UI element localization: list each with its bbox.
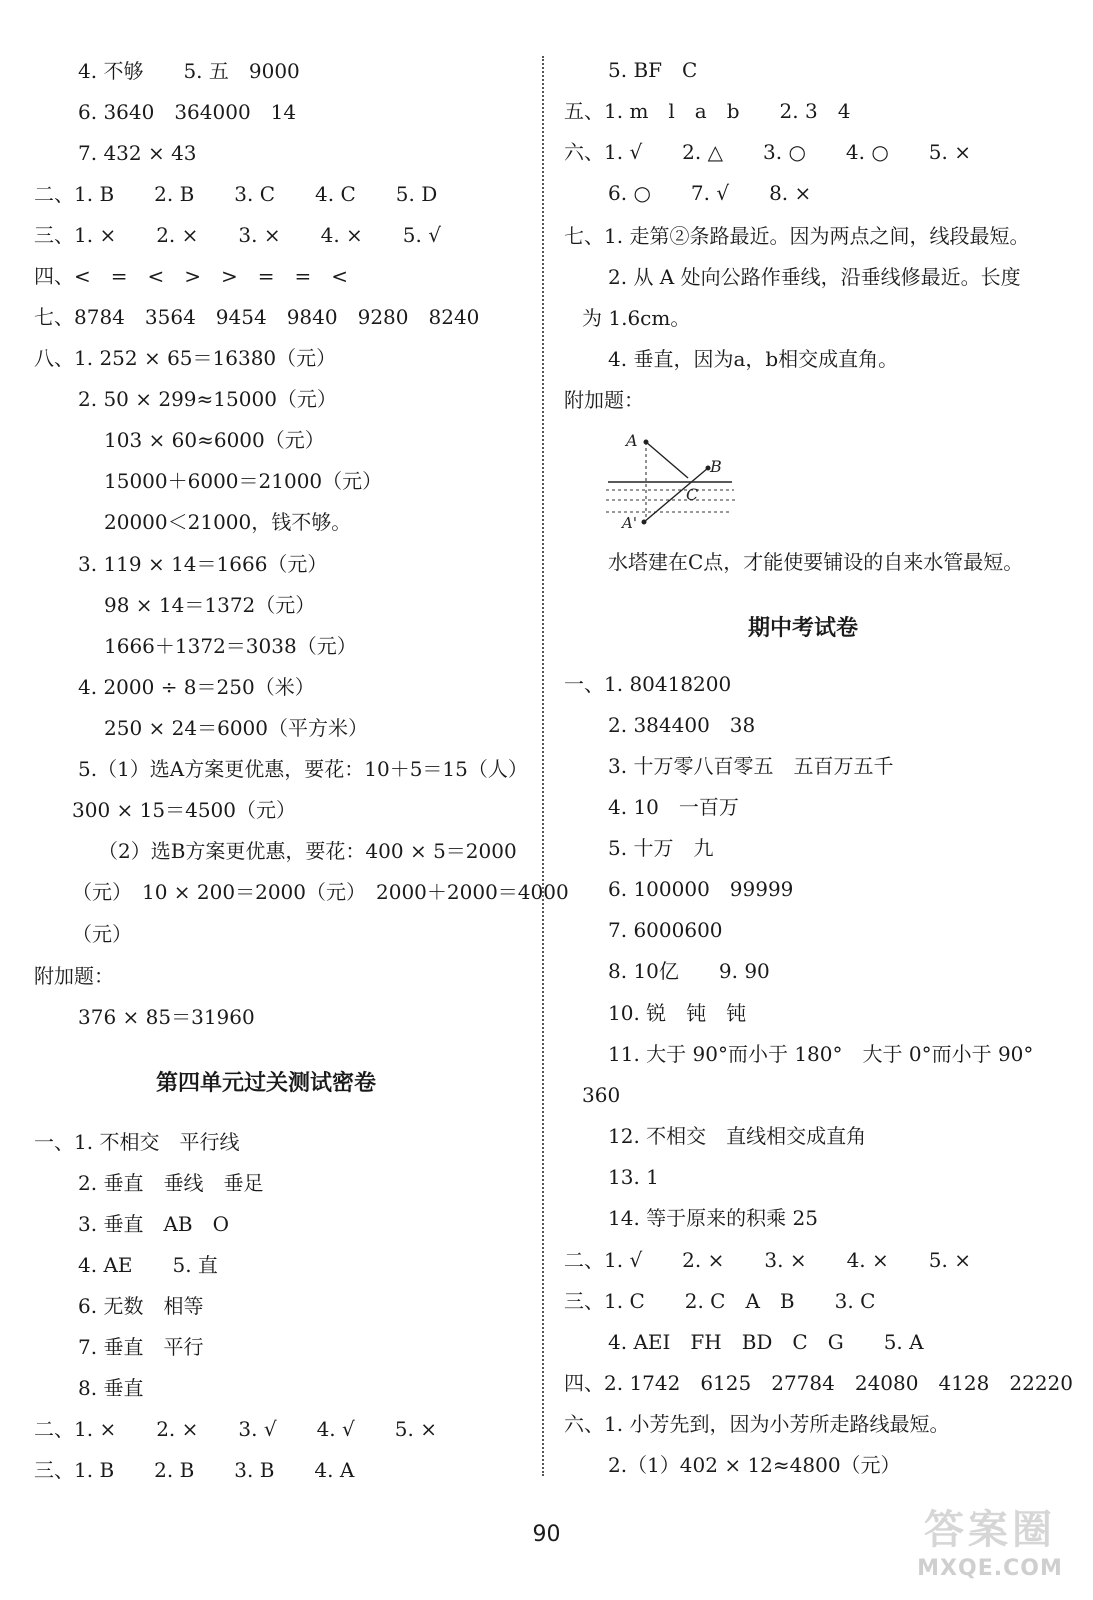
answer-line: 2.（1）402 × 12≈4800（元） xyxy=(608,1453,901,1477)
answer-line: 附加题： xyxy=(34,964,114,988)
answer-line: 1666＋1372＝3038（元） xyxy=(104,634,357,658)
answer-line: 5. 十万 九 xyxy=(608,836,714,860)
answer-line: 三、1. × 2. × 3. × 4. × 5. √ xyxy=(34,223,441,247)
answer-line: 七、1. 走第②条路最近。因为两点之间，线段最短。 xyxy=(564,224,1030,248)
answer-line: 7. 垂直 平行 xyxy=(78,1335,204,1359)
answer-line: 11. 大于 90°而小于 180° 大于 0°而小于 90° xyxy=(608,1042,1034,1066)
answer-line: 八、1. 252 × 65＝16380（元） xyxy=(34,346,337,370)
answer-line: 6. 无数 相等 xyxy=(78,1294,204,1318)
answer-line: 7. 432 × 43 xyxy=(78,141,197,165)
answer-line: 7. 6000600 xyxy=(608,918,723,942)
answer-line: 4. AE 5. 直 xyxy=(78,1253,218,1277)
watermark xyxy=(900,1498,1080,1594)
answer-line: 3. 垂直 AB O xyxy=(78,1212,229,1236)
answer-line: 360 xyxy=(582,1083,621,1107)
answer-line: 一、1. 80418200 xyxy=(564,672,732,696)
answer-line: 8. 垂直 xyxy=(78,1376,144,1400)
answer-line: 300 × 15＝4500（元） xyxy=(72,798,296,822)
answer-line: 8. 10亿 9. 90 xyxy=(608,959,770,983)
answer-line: 三、1. C 2. C A B 3. C xyxy=(564,1289,876,1313)
answer-line: 4. AEI FH BD C G 5. A xyxy=(608,1330,924,1354)
answer-line: 250 × 24＝6000（平方米） xyxy=(104,716,368,740)
pipe-line-a-c xyxy=(646,442,688,478)
answer-line: 二、1. √ 2. × 3. × 4. × 5. × xyxy=(564,1248,971,1272)
answer-line: 10. 锐 钝 钝 xyxy=(608,1001,747,1025)
answer-line: 6. 100000 99999 xyxy=(608,877,794,901)
answer-line: 六、1. √ 2. △ 3. ○ 4. ○ 5. × xyxy=(564,140,971,164)
water-tower-diagram xyxy=(604,420,754,530)
answer-line: 附加题： xyxy=(564,388,644,412)
section-title: 期中考试卷 xyxy=(748,616,859,641)
watermark-url: MXQE.COM xyxy=(917,1556,1063,1581)
answer-line: 376 × 85＝31960 xyxy=(78,1005,255,1029)
answer-line: 六、1. 小芳先到，因为小芳所走路线最短。 xyxy=(564,1412,950,1436)
answer-line: 4. 2000 ÷ 8＝250（米） xyxy=(78,675,315,699)
point-a xyxy=(644,440,649,445)
point-a-prime xyxy=(642,520,647,525)
answer-line: 14. 等于原来的积乘 25 xyxy=(608,1206,818,1230)
section-title: 第四单元过关测试密卷 xyxy=(156,1071,377,1096)
answer-line: 二、1. × 2. × 3. √ 4. √ 5. × xyxy=(34,1417,437,1441)
answer-line: 4. 垂直，因为a，b相交成直角。 xyxy=(608,347,899,371)
column-divider xyxy=(542,56,544,1476)
label-a-prime: A' xyxy=(622,514,637,530)
line-a-prime-b xyxy=(644,468,708,522)
answer-line: 3. 十万零八百零五 五百万五千 xyxy=(608,754,894,778)
label-a: A xyxy=(626,431,638,450)
answer-line: 为 1.6cm。 xyxy=(582,306,691,330)
answer-line: 103 × 60≈6000（元） xyxy=(104,428,325,452)
answer-line: 13. 1 xyxy=(608,1165,659,1189)
answer-line: 2. 384400 38 xyxy=(608,713,756,737)
answer-line: 四、2. 1742 6125 27784 24080 4128 22220 xyxy=(564,1371,1074,1395)
figure-caption: 水塔建在C点，才能使要铺设的自来水管最短。 xyxy=(608,550,1024,574)
page-number: 90 xyxy=(532,1522,561,1547)
answer-line: 七、8784 3564 9454 9840 9280 8240 xyxy=(34,305,480,329)
answer-line: （元） xyxy=(72,922,132,946)
answer-line: 20000＜21000，钱不够。 xyxy=(104,510,352,534)
answer-line: 4. 10 一百万 xyxy=(608,795,739,819)
label-c: C xyxy=(686,485,699,504)
answer-line: 5. BF C xyxy=(608,58,698,82)
answer-line: 二、1. B 2. B 3. C 4. C 5. D xyxy=(34,182,438,206)
watermark-logo: 答案圈 xyxy=(924,1507,1056,1553)
answer-line: 一、1. 不相交 平行线 xyxy=(34,1130,240,1154)
label-b: B xyxy=(710,457,722,476)
answer-line: 6. 3640 364000 14 xyxy=(78,100,297,124)
answer-line: 3. 119 × 14＝1666（元） xyxy=(78,552,328,576)
answer-line: 2. 从 A 处向公路作垂线，沿垂线修最近。长度 xyxy=(608,265,1021,289)
answer-line: 12. 不相交 直线相交成直角 xyxy=(608,1124,867,1148)
answer-line: 98 × 14＝1372（元） xyxy=(104,593,316,617)
answer-line: 2. 50 × 299≈15000（元） xyxy=(78,387,337,411)
answer-line: 四、< = < > > = = < xyxy=(34,264,349,288)
answer-line: 5.（1）选A方案更优惠，要花：10＋5＝15（人） xyxy=(78,757,528,781)
answer-line: 6. ○ 7. √ 8. × xyxy=(608,181,812,205)
answer-line: 五、1. m l a b 2. 3 4 xyxy=(564,99,851,123)
answer-line: 4. 不够 5. 五 9000 xyxy=(78,59,300,83)
answer-line: 三、1. B 2. B 3. B 4. A xyxy=(34,1458,355,1482)
answer-line: （元） 10 × 200＝2000（元） 2000＋2000＝4000 xyxy=(72,880,569,904)
answer-line: 2. 垂直 垂线 垂足 xyxy=(78,1171,264,1195)
answer-line: （2）选B方案更优惠，要花：400 × 5＝2000 xyxy=(98,839,517,863)
answer-line: 15000＋6000＝21000（元） xyxy=(104,469,383,493)
